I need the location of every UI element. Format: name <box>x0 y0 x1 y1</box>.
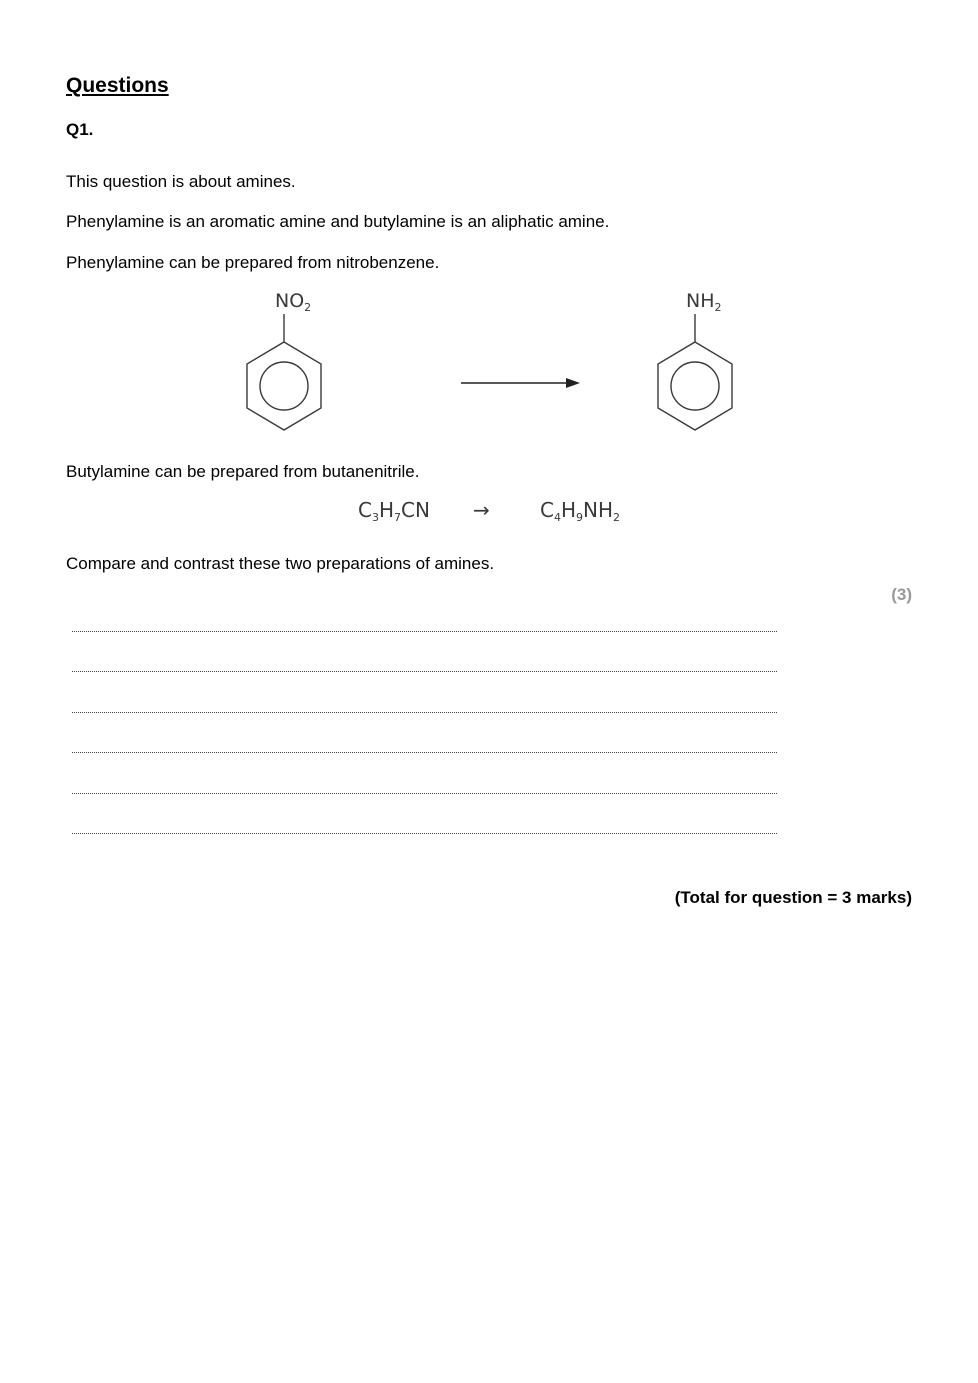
nitrobenzene-structure <box>247 314 321 430</box>
answer-line[interactable] <box>72 631 777 632</box>
butylamine-prep-text: Butylamine can be prepared from butanenitrile. <box>66 462 420 481</box>
intro-text: This question is about amines. <box>66 172 296 191</box>
marks-available: (3) <box>891 585 912 604</box>
nitro-group-label: $NO_2$ <box>275 290 312 314</box>
amino-group-label: $NH_2$ <box>686 290 722 314</box>
total-marks: (Total for question = 3 marks) <box>674 888 912 907</box>
page-title: Questions <box>66 74 169 97</box>
answer-line[interactable] <box>72 752 777 753</box>
formula-arrow: → <box>473 498 490 522</box>
question-prompt: Compare and contrast these two preparations of amines. <box>66 554 495 573</box>
answer-line[interactable] <box>72 833 777 834</box>
butanenitrile-formula: $C_3H_7CN$ <box>358 498 430 524</box>
reaction-arrow <box>461 378 580 388</box>
answer-line[interactable] <box>72 712 777 713</box>
amine-types-text: Phenylamine is an aromatic amine and butylamine is an aliphatic amine. <box>66 212 610 231</box>
question-number: Q1. <box>66 120 94 139</box>
phenylamine-structure <box>658 314 732 430</box>
answer-line[interactable] <box>72 671 777 672</box>
butylamine-formula: $C_4H_9NH_2$ <box>540 498 621 524</box>
answer-line[interactable] <box>72 793 777 794</box>
phenylamine-prep-text: Phenylamine can be prepared from nitrobenzene. <box>66 253 440 272</box>
